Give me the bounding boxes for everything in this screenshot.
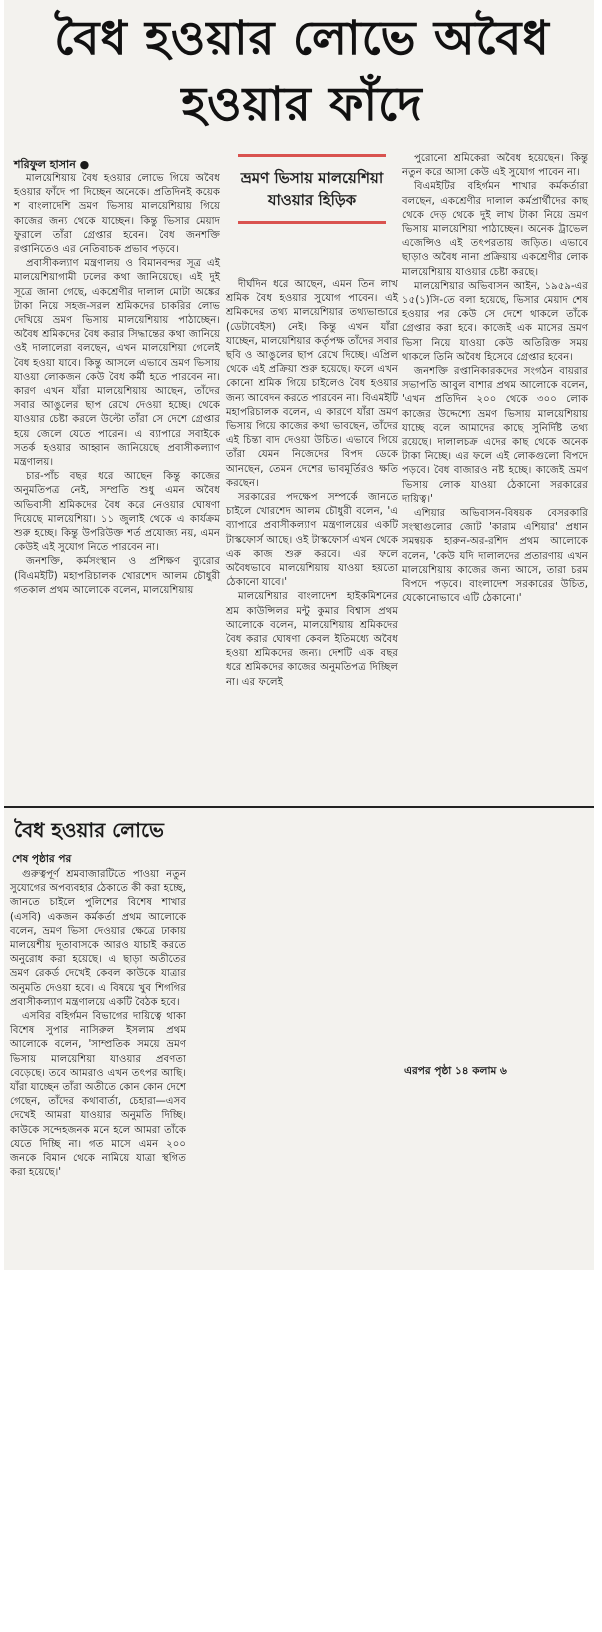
pullquote-box — [232, 150, 392, 228]
headline-line-1: বৈধ হওয়ার লোভে অবৈধ — [54, 11, 550, 66]
paragraph: সরকারের পদক্ষেপ সম্পর্কে জানতে চাইলে খোরশেদ আলম চৌধুরী বলেন, 'এ ব্যাপারে প্রবাসীকল্যাণ মন্ত্রণালয়ের একটি টাস্কফোর্স আছে। ওই টাস্কফোর্স এখন থেকে এক কাজ শুরু করবে। এর ফলে অবৈধভাবে মালয়েশিয়ায় যাওয়া হয়তো ঠেকানো যাবে।' — [226, 492, 398, 589]
pullquote-text: ভ্রমণ ভিসায় মালয়েশিয়া যাওয়ার হিড়িক — [240, 169, 384, 209]
pullquote-bottom-rule — [238, 221, 386, 224]
article-headline — [22, 6, 582, 138]
paragraph: প্রবাসীকল্যাণ মন্ত্রণালয় ও বিমানবন্দর সূত্র এই মালয়েশিয়াগামী ঢলের কথা জানিয়েছে। এই দুই সূত্রে জানা গেছে, একশ্রেণীর দালাল মোটা অঙ্কের টাকা নিয়ে সহজ-সরল শ্রমিকদের চাকরির লোভ দেখিয়ে ভ্রমণ ভিসায় মালয়েশিয়ায় পাঠাচ্ছেন। অবৈধ শ্রমিকদের বৈধ করার সিদ্ধান্তের কথা জানিয়ে ওই দালালেরা বলছেন, এখন মালয়েশিয়া গেলেই বৈধ হওয়া যাবে। কিন্তু আসলে এভাবে ভ্রমণ ভিসায় যাওয়া লোকজন কেউ বৈধ কর্মী হতে পারবেন না। কারণ এখন যাঁরা মালয়েশিয়ায় আছেন, তাঁদের সবার আঙুলের ছাপ রেখে দেওয়া হচ্ছে। থেকে যাওয়ার চেষ্টা করলে উল্টো তাঁরা সে দেশে গ্রেপ্তার হয়ে জেলে যেতে পারেন। এ ব্যাপারে সবাইকে সতর্ক হওয়ার আহ্বান জানিয়েছে প্রবাসীকল্যাণ মন্ত্রণালয়। — [14, 258, 220, 469]
paragraph: গুরুত্বপূর্ণ শ্রমবাজারটিতে পাওয়া নতুন সুযোগের অপব্যবহার ঠেকাতে কী করা হচ্ছে, জানতে চাইলে পুলিশের বিশেষ শাখার (এসবি) একজন কর্মকর্তা প্রথম আলোকে বলেন, ভ্রমণ ভিসা দেওয়ার ক্ষেত্রে ঢাকায় মালয়েশীয় দূতাবাসকে আরও যাচাই করতে অনুরোধ করা হয়েছে। এ ছাড়া অতীতের ভ্রমণ রেকর্ড দেখেই কেবল কাউকে যাত্রার অনুমতি দেওয়া হবে। এ বিষয়ে খুব শিগগির প্রবাসীকল্যাণ মন্ত্রণালয়ে একটি বৈঠক হবে। — [10, 869, 186, 1008]
paragraph: জনশক্তি, কর্মসংস্থান ও প্রশিক্ষণ ব্যুরোর (বিএমইটি) মহাপরিচালক খোরশেদ আলম চৌধুরী গতকাল প্রথম আলোকে বলেন, মালয়েশিয়ায় — [14, 556, 220, 596]
paragraph: এশিয়ার অভিবাসন-বিষয়ক বেসরকারি সংস্থাগুলোর জোট 'কারাম এশিয়ার' প্রধান সমন্বয়ক হারুন-অর-রশিদ প্রথম আলোকে বলেন, 'কেউ যদি দালালদের প্রতারণায় এখন মালয়েশিয়ায় কাজের জন্য আসে, তারা চরম বিপদে পড়বে। বাংলাদেশ সরকারের উচিত, যেকোনোভাবে এটি ঠেকানো।' — [402, 508, 588, 605]
continuation-headline: বৈধ হওয়ার লোভে — [14, 818, 164, 842]
headline-line-2: হওয়ার ফাঁদে — [181, 77, 423, 132]
paragraph: মালয়েশিয়ার অভিবাসন আইন, ১৯৫৯-এর ১৫(১)সি-তে বলা হয়েছে, ভিসার মেয়াদ শেষ হওয়ার পর কেউ সে দেশে থাকলে তাঁকে গ্রেপ্তার করা হবে। কাজেই এক মাসের ভ্রমণ ভিসা নিয়ে যাওয়া কেউ অতিরিক্ত সময় থাকলে তিনি অবৈধ হিসেবে গ্রেপ্তার হবেন। — [402, 280, 588, 363]
article-column-3 — [402, 152, 588, 607]
article-column-1 — [14, 172, 220, 598]
section-divider — [4, 806, 594, 808]
continuation-subline: শেষ পৃষ্ঠার পর — [12, 853, 72, 865]
paragraph: পুরোনো শ্রমিকেরা অবৈধ হয়েছেন। কিন্তু নতুন করে আসা কেউ এই সুযোগ পাবেন না। — [402, 153, 588, 179]
continued-note: এরপর পৃষ্ঠা ১৪ কলাম ৬ — [404, 1065, 507, 1077]
paragraph: এসবির বহির্গমন বিভাগের দায়িত্বে থাকা বিশেষ সুপার নাসিরুল ইসলাম প্রথম আলোকে বলেন, 'সাম্প্রতিক সময়ে ভ্রমণ ভিসায় মালয়েশিয়া যাওয়ার প্রবণতা বেড়েছে। তবে আমরাও এখন তৎপর আছি। যাঁরা যাচ্ছেন তাঁরা অতীতে কোন কোন দেশে গেছেন, তাঁদের কথাবার্তা, চেহারা—এসব দেখেই আমরা যাওয়ার অনুমতি দিচ্ছি। কাউকে সন্দেহজনক মনে হলে আমরা তাঁকে যেতে দিচ্ছি না। গত মাসে এমন ২০০ জনকে বিমান থেকে নামিয়ে যাত্রা স্থগিত করা হয়েছে।' — [10, 1011, 186, 1179]
pullquote-top-rule — [238, 154, 386, 157]
article-column-2 — [226, 278, 398, 690]
paragraph: মালয়েশিয়ায় বৈধ হওয়ার লোভে গিয়ে অবৈধ হওয়ার ফাঁদে পা দিচ্ছেন অনেকে। প্রতিদিনই কয়েক শ বাংলাদেশি ভ্রমণ ভিসায় মালয়েশিয়ায় গিয়ে কাজের জন্য থেকে যাচ্ছেন। কিন্তু ভিসার মেয়াদ ফুরালে তাঁরা গ্রেপ্তার হবেন। বৈধ জনশক্তি রপ্তানিতেও এর নেতিবাচক প্রভাব পড়বে। — [14, 173, 220, 256]
paragraph: বিএমইটির বহির্গমন শাখার কর্মকর্তারা বলছেন, একশ্রেণীর দালাল কর্মপ্রার্থীদের কাছ থেকে দেড় থেকে দুই লাখ টাকা নিয়ে ভ্রমণ ভিসায় মালয়েশিয়া পাঠাচ্ছেন। অনেক ট্রাভেল এজেন্সিও এই তৎপরতায় জড়িত। এভাবে ছাড়াও অবৈধ নানা প্রক্রিয়ায় একশ্রেণীর লোক মালয়েশিয়ায় যাওয়ার চেষ্টা করছে। — [402, 181, 588, 278]
paragraph: জনশক্তি রপ্তানিকারকদের সংগঠন বায়রার সভাপতি আবুল বাশার প্রথম আলোকে বলেন, 'এখন প্রতিদিন ২০০ থেকে ৩০০ লোক কাজের উদ্দেশ্যে ভ্রমণ ভিসায় মালয়েশিয়ায় যাচ্ছে বলে আমাদের কাছে সুনির্দিষ্ট তথ্য রয়েছে। দালালচক্র এদের কাছ থেকে অনেক টাকা নিচ্ছে। এর ফলে এই লোকগুলো বিপদে পড়বে। বৈধ বাজারও নষ্ট হচ্ছে। কাজেই ভ্রমণ ভিসায় লোক যাওয়া ঠেকানো সরকারের দায়িত্ব।' — [402, 366, 588, 505]
byline: শরিফুল হাসান ● — [14, 158, 90, 171]
continuation-column — [10, 868, 186, 1180]
paragraph: মালয়েশিয়ার বাংলাদেশ হাইকমিশনের শ্রম কাউন্সিলর মন্টু কুমার বিশ্বাস প্রথম আলোকে বলেন, মালয়েশিয়ায় শ্রমিকদের বৈধ করার ঘোষণা কেবল ইতিমধ্যে অবৈধ হওয়া শ্রমিকদের জন্য। দেশটি এক বছর ধরে শ্রমিকদের কাজের অনুমতিপত্র দিচ্ছিল না। এর ফলেই — [226, 591, 398, 688]
paragraph: দীর্ঘদিন ধরে আছেন, এমন তিন লাখ শ্রমিক বৈধ হওয়ার সুযোগ পাবেন। এই শ্রমিকদের তথ্য মালয়েশিয়ার তথ্যভান্ডারে (ডেটাবেইস) নেই। কিন্তু এখন যাঁরা যাচ্ছেন, মালয়েশিয়ার কর্তৃপক্ষ তাঁদের সবার ছবি ও আঙুলের ছাপ রেখে দিচ্ছে। এপ্রিল থেকে এই প্রক্রিয়া শুরু হয়েছে। ফলে এখন কোনো শ্রমিক গিয়ে চাইলেও বৈধ হওয়ার জন্য আবেদন করতে পারবেন না। বিএমইটি মহাপরিচালক বলেন, এ কারণে যাঁরা ভ্রমণ ভিসায় গিয়ে কাজের কথা ভাবছেন, তাঁদের এই চিন্তা বাদ দেওয়া উচিত। এভাবে গিয়ে তাঁরা যেমন নিজেদের বিপদ ডেকে আনছেন, তেমন দেশের ভাবমূর্তিরও ক্ষতি করছেন। — [226, 279, 398, 489]
paragraph: চার-পাঁচ বছর ধরে আছেন কিন্তু কাজের অনুমতিপত্র নেই, সম্প্রতি শুধু এমন অবৈধ অভিবাসী শ্রমিকদের বৈধ করে নেওয়ার ঘোষণা দিয়েছে মালয়েশিয়া। ১১ জুলাই থেকে এ কার্যক্রম শুরু হচ্ছে। কিন্তু উপরিউক্ত শর্ত প্রযোজ্য নয়, এমন কেউই এই সুযোগ নিতে পারবেন না। — [14, 471, 220, 554]
